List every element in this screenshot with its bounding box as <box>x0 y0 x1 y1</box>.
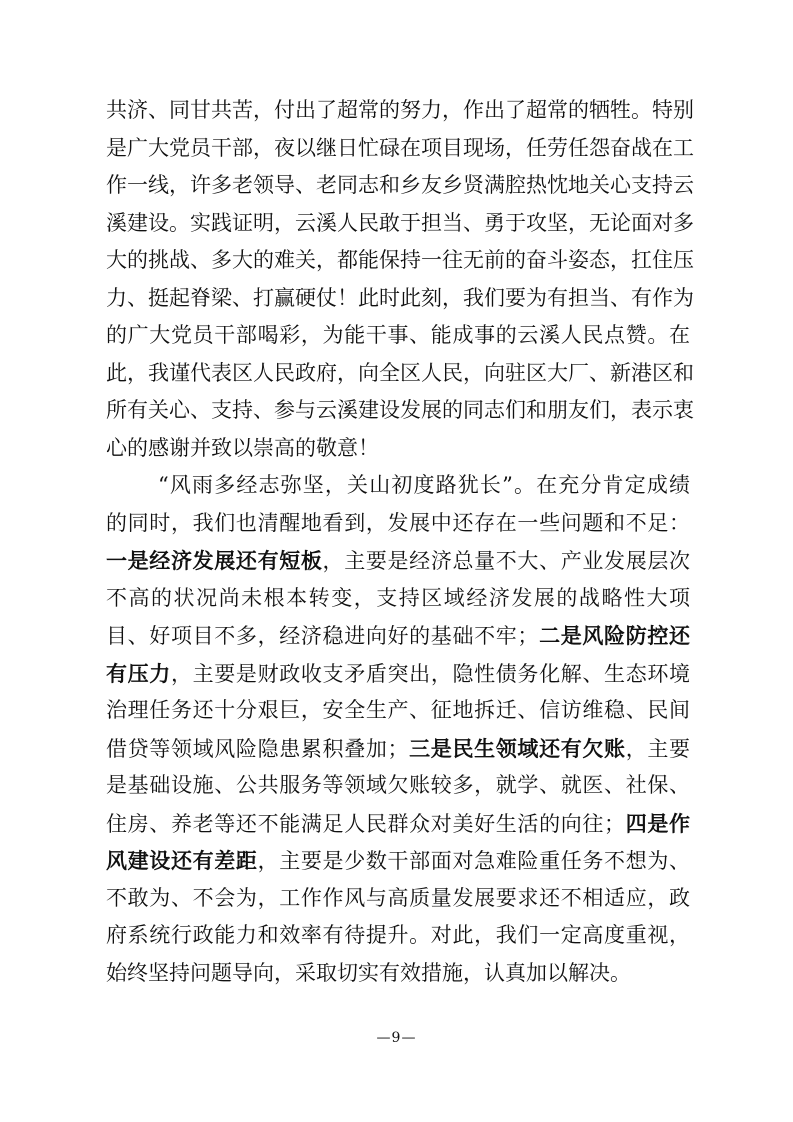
page-number: —9— <box>376 1030 417 1046</box>
body-text-segment: 借贷等领域风险隐患累积叠加； <box>106 736 409 761</box>
body-text-segment: 力、挺起脊梁、打赢硬仗！此时此刻，我们要为有担当、有作为 <box>106 285 694 310</box>
body-text-segment: 不高的状况尚未根本转变，支持区域经济发展的战略性大项 <box>106 585 690 610</box>
body-text-segment: 治理任务还十分艰巨，安全生产、征地拆迁、信访维稳、民间 <box>106 698 690 722</box>
text-line <box>106 542 690 580</box>
body-text-segment: 是广大党员干部，夜以继日忙碌在项目现场，任劳任怨奋战在工 <box>106 135 694 160</box>
text-line <box>106 280 694 318</box>
body-text-segment: ，主要是少数干部面对急难险重任务不想为、 <box>257 849 690 873</box>
text-line <box>106 917 690 955</box>
body-text-segment: ，主要 <box>625 736 691 761</box>
body-text-segment: 作一线，许多老领导、老同志和乡友乡贤满腔热忱地关心支持云 <box>106 173 694 197</box>
text-line <box>106 880 690 918</box>
text-line <box>106 430 690 468</box>
body-text-segment: 大的挑战、多大的难关，都能保持一往无前的奋斗姿态，扛住压 <box>106 248 694 272</box>
text-line <box>106 130 694 168</box>
text-line <box>106 242 694 280</box>
text-line <box>106 955 690 993</box>
text-line <box>106 692 690 730</box>
body-text-segment: 住房、养老等还不能满足人民群众对美好生活的向往； <box>106 811 626 836</box>
text-line <box>106 842 690 880</box>
bold-heading-text: 有压力 <box>106 660 171 686</box>
body-text-segment: 府系统行政能力和效率有待提升。对此，我们一定高度重视， <box>106 923 690 947</box>
text-line <box>106 805 690 843</box>
body-text-segment: “风雨多经志弥坚，关山初度路犹长”。在充分肯定成绩 <box>158 473 690 497</box>
body-text-segment: 的同时，我们也清醒地看到，发展中还存在一些问题和不足： <box>106 510 690 535</box>
body-text-segment: 溪建设。实践证明，云溪人民敢于担当、勇于攻坚，无论面对多 <box>106 210 694 235</box>
body-text-segment: 始终坚持问题导向，采取切实有效措施，认真加以解决。 <box>106 960 631 985</box>
bold-heading-text: 二是风险防控还 <box>538 623 690 648</box>
text-line <box>106 355 694 393</box>
text-line <box>106 317 690 355</box>
body-text-segment: 共济、同甘共苦，付出了超常的努力，作出了超常的牺牲。特别 <box>106 98 694 122</box>
text-line <box>106 467 690 505</box>
bold-heading-text: 风建设还有差距 <box>106 848 258 873</box>
bold-heading-text: 三是民生领域还有欠账 <box>408 735 626 761</box>
text-line <box>106 730 690 768</box>
body-text-segment: 此，我谨代表区人民政府，向全区人民，向驻区大厂、新港区和 <box>106 360 694 385</box>
text-line <box>106 392 694 430</box>
bold-heading-text: 四是作 <box>625 810 691 836</box>
body-text-segment: 心的感谢并致以崇高的敬意！ <box>106 435 379 460</box>
body-text-segment: ，主要是经济总量不大、产业发展层次 <box>322 549 691 573</box>
body-text-segment: 目、好项目不多，经济稳进向好的基础不牢； <box>106 624 539 648</box>
text-line <box>106 767 690 805</box>
body-text <box>106 92 694 992</box>
text-line <box>106 92 694 130</box>
body-text-segment: 所有关心、支持、参与云溪建设发展的同志们和朋友们，表示衷 <box>106 398 694 422</box>
body-text-segment: ，主要是财政收支矛盾突出，隐性债务化解、生态环境 <box>170 661 691 686</box>
body-text-segment: 的广大党员干部喝彩，为能干事、能成事的云溪人民点赞。在 <box>106 323 690 347</box>
bold-heading-text: 一是经济发展还有短板 <box>106 548 323 573</box>
text-line <box>106 580 690 618</box>
body-text-segment: 不敢为、不会为，工作作风与高质量发展要求还不相适应，政 <box>106 885 690 910</box>
text-line <box>106 505 690 543</box>
text-line <box>106 617 690 655</box>
text-line <box>106 167 694 205</box>
text-line <box>106 205 694 243</box>
text-line <box>106 655 690 693</box>
body-text-segment: 是基础设施、公共服务等领域欠账较多，就学、就医、社保、 <box>106 773 690 797</box>
